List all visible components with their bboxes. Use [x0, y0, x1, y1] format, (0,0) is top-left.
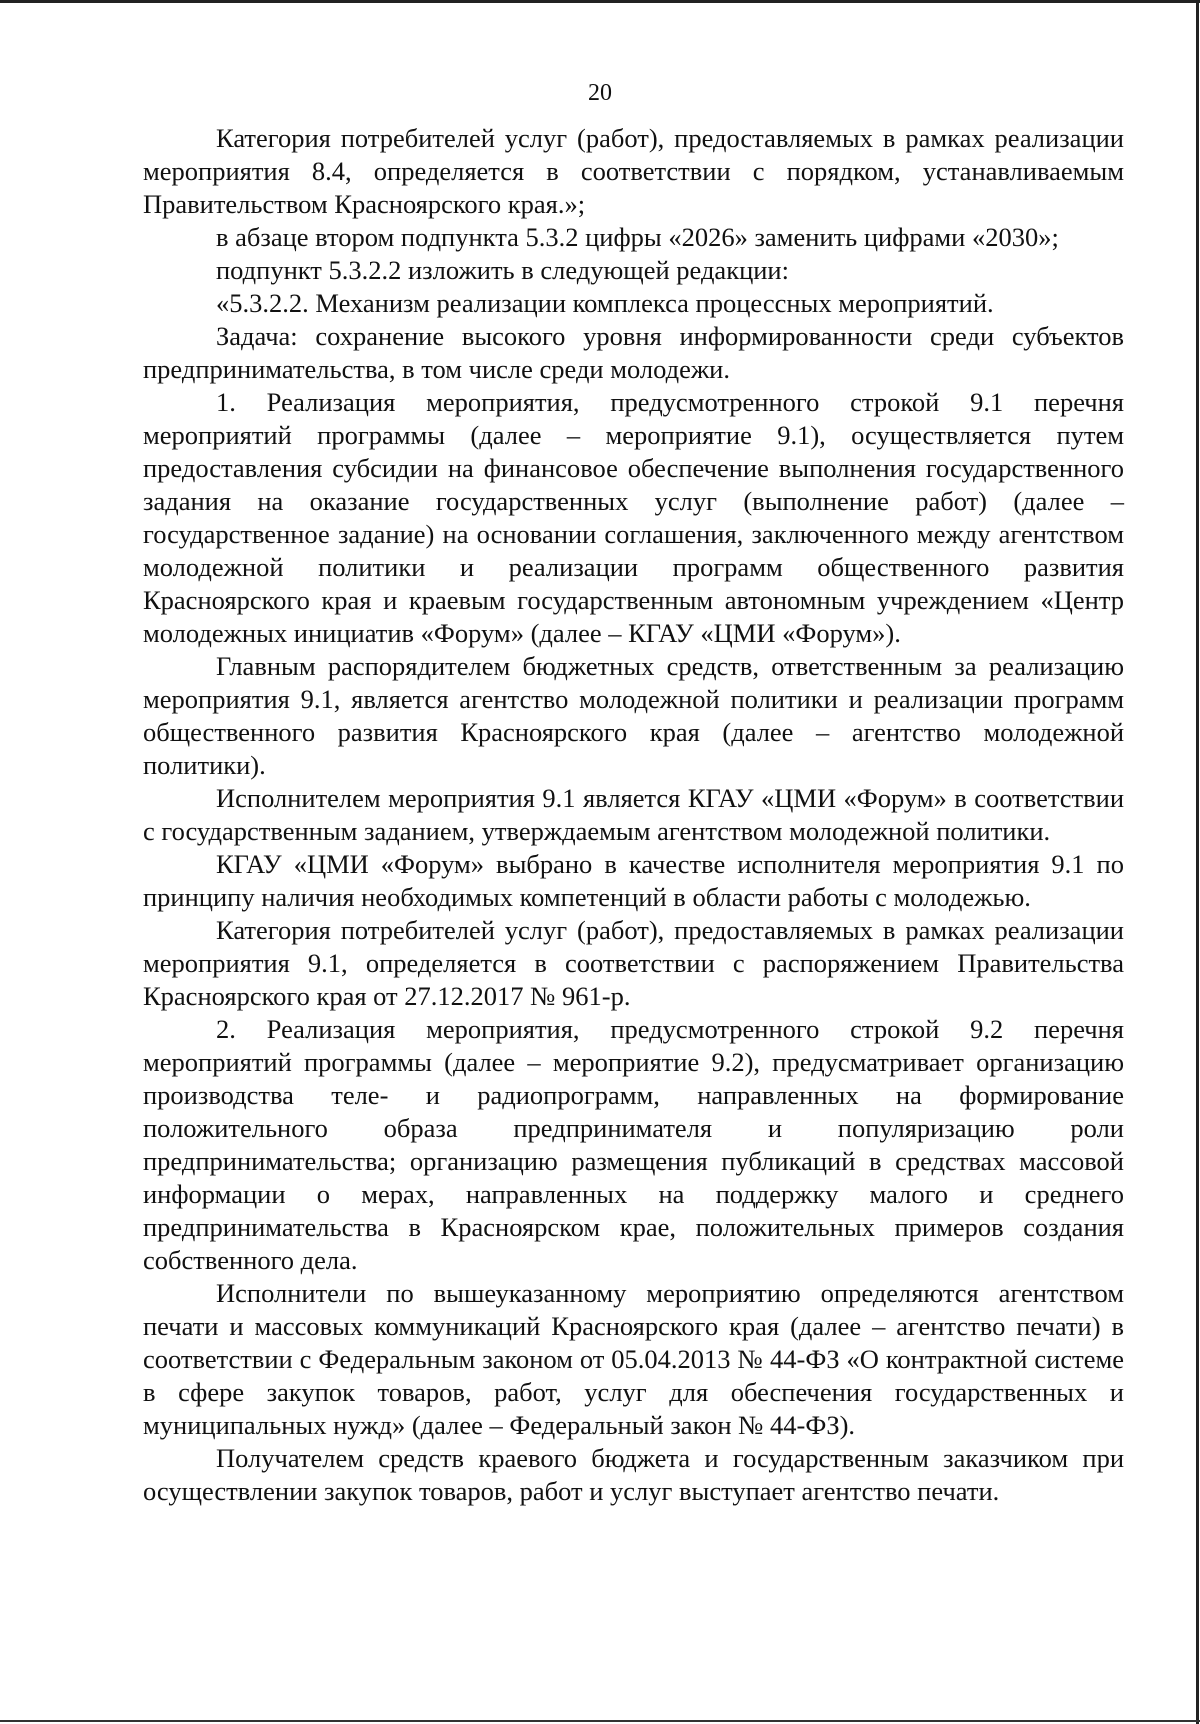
paragraph: Получателем средств краевого бюджета и государственным заказчиком при осуществлении закупок товаров, работ и услуг выступает агентство печати. — [143, 1443, 1124, 1506]
paragraph: Категория потребителей услуг (работ), предоставляемых в рамках реализации мероприятия 8.4, определяется в соответствии с порядком, устанавливаемым Правительством Красноярского края.»; — [143, 123, 1124, 219]
paragraph: 1. Реализация мероприятия, предусмотренного строкой 9.1 перечня мероприятий программы (далее – мероприятие 9.1), осуществляется путем предоставления субсидии на финансовое обеспечение выполнения государственного задания на оказание государственных услуг (выполнение работ) (далее – государственное задание) на основании соглашения, заключенного между агентством молодежной политики и реализации программ общественного развития Красноярского края и краевым государственным автономным учреждением «Центр молодежных инициатив «Форум» (далее – КГАУ «ЦМИ «Форум»). — [143, 387, 1124, 648]
paragraph: в абзаце втором подпункта 5.3.2 цифры «2026» заменить цифрами «2030»; — [216, 222, 1059, 252]
page-number: 20 — [588, 80, 612, 106]
paragraph: Исполнителем мероприятия 9.1 является КГАУ «ЦМИ «Форум» в соответствии с государственным заданием, утверждаемым агентством молодежной политики. — [143, 783, 1124, 846]
paragraph: 2. Реализация мероприятия, предусмотренного строкой 9.2 перечня мероприятий программы (далее – мероприятие 9.2), предусматривает организацию производства теле- и радиопрограмм, направленных на формирование положительного образа предпринимателя и популяризацию роли предпринимательства; организацию размещения публикаций в средствах массовой информации о мерах, направленных на поддержку малого и среднего предпринимательства в Красноярском крае, положительных примеров создания собственного дела. — [143, 1014, 1124, 1275]
paragraph: Задача: сохранение высокого уровня информированности среди субъектов предпринимательства, в том числе среди молодежи. — [143, 321, 1124, 384]
paragraph: «5.3.2.2. Механизм реализации комплекса процессных мероприятий. — [216, 288, 994, 318]
paragraph: Исполнители по вышеуказанному мероприятию определяются агентством печати и массовых коммуникаций Красноярского края (далее – агентство печати) в соответствии с Федеральным законом от 05.04.2013 № 44-ФЗ «О контрактной системе в сфере закупок товаров, работ, услуг для обеспечения государственных и муниципальных нужд» (далее – Федеральный закон № 44-ФЗ). — [143, 1278, 1124, 1440]
scan-border-right — [1196, 0, 1199, 1724]
paragraph: подпункт 5.3.2.2 изложить в следующей редакции: — [216, 255, 789, 285]
paragraph: Категория потребителей услуг (работ), предоставляемых в рамках реализации мероприятия 9.1, определяется в соответствии с распоряжением Правительства Красноярского края от 27.12.2017 № 961-р. — [143, 915, 1124, 1011]
document-body — [143, 122, 1124, 1508]
paragraph: Главным распорядителем бюджетных средств, ответственным за реализацию мероприятия 9.1, является агентство молодежной политики и реализации программ общественного развития Красноярского края (далее – агентство молодежной политики). — [143, 651, 1124, 780]
paragraph: КГАУ «ЦМИ «Форум» выбрано в качестве исполнителя мероприятия 9.1 по принципу наличия необходимых компетенций в области работы с молодежью. — [143, 849, 1124, 912]
scan-border-top — [0, 0, 1200, 3]
scan-border-bottom — [0, 1720, 1200, 1722]
